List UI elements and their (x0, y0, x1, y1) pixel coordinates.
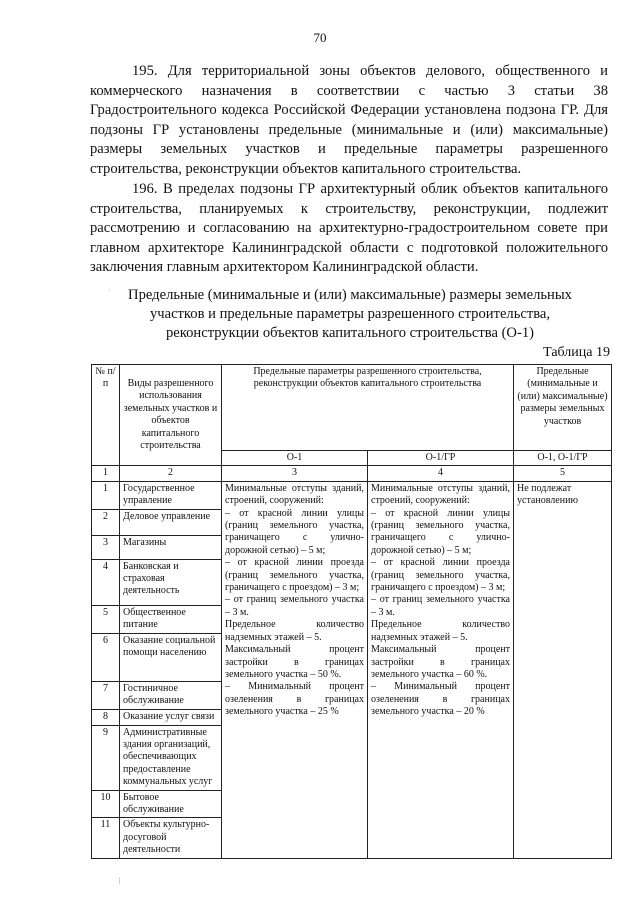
param-line: Максимальный процент застройки в границах земельного участка – 50 %. (225, 644, 364, 680)
row-type: Бытовое обслуживание (120, 790, 222, 818)
header-sub-both: О-1, О-1/ГР (514, 451, 612, 466)
param-line: Минимальные отступы зданий, строений, сооружений: (225, 482, 364, 507)
heading-line: Предельные (минимальные и (или) максимальные) размеры земельных (128, 287, 572, 303)
table-caption: Таблица 19 (543, 345, 610, 360)
param-line: – от красной линии проезда (границ земельного участка, граничащего с проездом) – 3 м; (371, 557, 510, 594)
paragraph-196: 196. В пределах подзоны ГР архитектурный облик объектов капитального строительства, планируемых к строительству, реконструкции, подлежит рассмотрению и согласованию на архитектурно-градостроительном совете при главном архитекторе Калининградской области с подготовкой положительного заключения главным архитектором Калининградской области. (90, 181, 608, 276)
table-heading (95, 286, 605, 343)
row-type: Оказание услуг связи (120, 709, 222, 725)
row-number: 1 (92, 481, 120, 509)
row-type: Объекты культурно-досуговой деятельности (120, 818, 222, 858)
column-index: 2 (120, 466, 222, 481)
row-type: Общественное питание (120, 605, 222, 633)
param-line: – от границ земельного участка – 3 м. (225, 594, 364, 618)
header-limits: Предельные (минимальные и (или) максимальные) размеры земельных участков (514, 365, 612, 451)
paragraph-195: 195. Для территориальной зоны объектов делового, общественного и коммерческого назначения в соответствии с частью 3 статьи 38 Градостроительного кодекса Российской Федерации установлена подзона ГР. Для подзоны ГР установлены предельные (минимальные и (или) максимальные) размеры земельных участков и предельные параметры разрешенного строительства, реконструкции объектов капитального строительства. (90, 63, 608, 177)
heading-line: участков и предельные параметры разрешенного строительства, (149, 306, 551, 322)
row-type: Административные здания организаций, обеспечивающих предоставление коммунальных услуг (120, 725, 222, 790)
row-number: 9 (92, 725, 120, 790)
header-params: Предельные параметры разрешенного строительства, реконструкции объектов капитального строительства (222, 365, 514, 451)
scan-mark: ˙ (108, 288, 111, 298)
param-line: – Минимальный процент озеленения в границах земельного участка – 20 % (371, 681, 510, 718)
param-line: – от красной линии улицы (границ земельного участка, граничащего с улично-дорожной сетью) – 5 м; (225, 507, 364, 556)
row-number: 11 (92, 818, 120, 858)
row-number: 7 (92, 681, 120, 709)
param-line: – Минимальный процент озеленения в границах земельного участка – 25 % (225, 681, 364, 718)
row-type: Оказание социальной помощи населению (120, 633, 222, 681)
row-number: 4 (92, 559, 120, 605)
param-line: Предельное количество надземных этажей – 5. (371, 619, 510, 643)
row-number: 2 (92, 509, 120, 535)
table-row (92, 481, 612, 509)
param-line: – от границ земельного участка – 3 м. (371, 594, 510, 618)
param-line: Минимальные отступы зданий, строений, сооружений: (371, 482, 510, 507)
limits-cell: Не подлежат установлению (514, 481, 612, 858)
row-number: 6 (92, 633, 120, 681)
column-index: 3 (222, 466, 368, 481)
row-number: 3 (92, 535, 120, 559)
header-types: Виды разрешенного использования земельных участков и объектов капитального строительства (120, 365, 222, 466)
row-type: Гостиничное обслуживание (120, 681, 222, 709)
page-number: 70 (313, 30, 327, 45)
params-o1-cell (222, 481, 368, 858)
param-line: – от красной линии улицы (границ земельного участка, граничащего с улично-дорожной сетью) – 5 м; (371, 507, 510, 556)
column-index: 5 (514, 466, 612, 481)
row-number: 8 (92, 709, 120, 725)
column-index: 1 (92, 466, 120, 481)
params-o1gr-cell (368, 481, 514, 858)
row-type: Деловое управление (120, 509, 222, 535)
row-number: 5 (92, 605, 120, 633)
row-type: Государственное управление (120, 481, 222, 509)
header-num: № п/п (92, 365, 120, 466)
header-sub-o1: О-1 (222, 451, 368, 466)
header-sub-o1gr: О-1/ГР (368, 451, 514, 466)
regulations-table (91, 364, 612, 859)
column-index: 4 (368, 466, 514, 481)
row-type: Магазины (120, 535, 222, 559)
param-line: Максимальный процент застройки в границах земельного участка – 60 %. (371, 644, 510, 680)
column-index-row (92, 466, 612, 481)
row-type: Банковская и страховая деятельность (120, 559, 222, 605)
param-line: – от красной линии проезда (границ земельного участка, граничащего с проездом) – 3 м; (225, 557, 364, 594)
scan-mark: ⁝ (118, 876, 121, 886)
heading-line: реконструкции объектов капитального строительства (О-1) (165, 325, 534, 341)
row-number: 10 (92, 790, 120, 818)
param-line: Предельное количество надземных этажей – 5. (225, 619, 364, 643)
